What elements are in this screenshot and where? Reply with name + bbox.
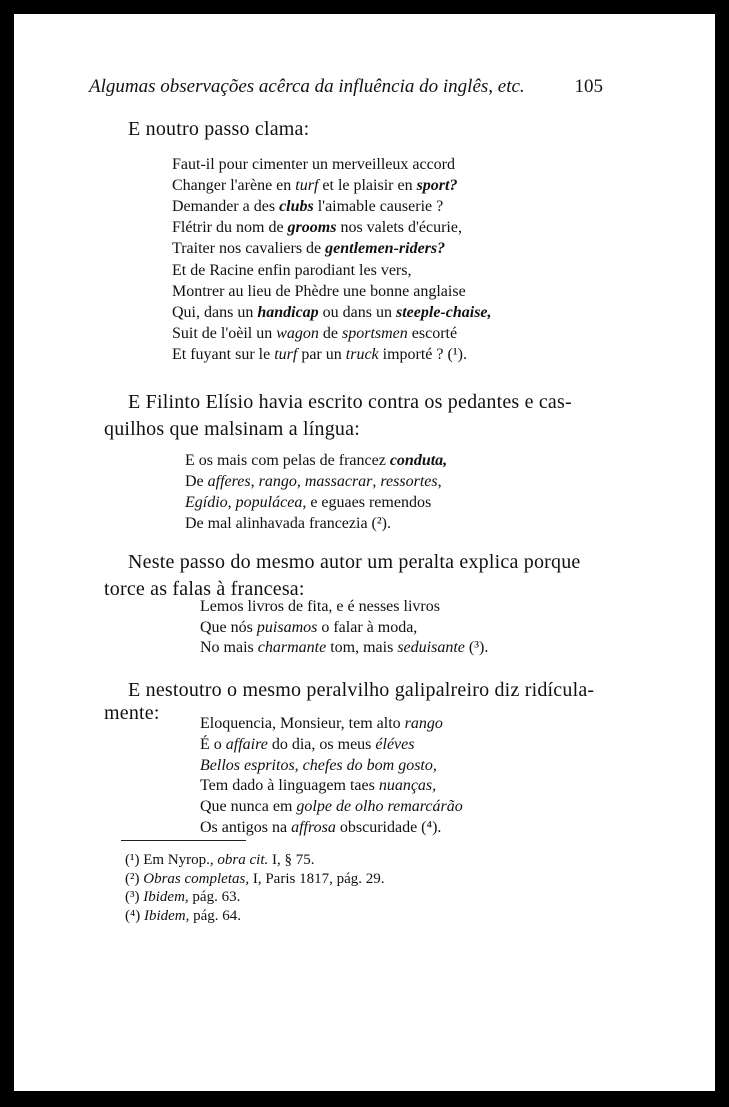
poem1-line: Demander a des clubs l'aimable causerie ? xyxy=(172,198,444,216)
footnotes-line: (²) Obras completas, I, Paris 1817, pág. 29. xyxy=(125,870,385,887)
poem4-line: É o affaire do dia, os meus éléves xyxy=(200,735,415,753)
footnote-rule xyxy=(121,840,246,841)
page-number: 105 xyxy=(574,76,603,97)
footnotes-line: (⁴) Ibidem, pág. 64. xyxy=(125,907,242,924)
poem1-line: Montrer au lieu de Phèdre une bonne anglaise xyxy=(172,282,466,300)
poem1-line: Et fuyant sur le turf par un truck importé ? (¹). xyxy=(172,345,467,363)
poem1-line: Et de Racine enfin parodiant les vers, xyxy=(172,261,412,279)
paragraph-intro-1: E noutro passo clama: xyxy=(128,118,310,140)
footnotes-line: (³) Ibidem, pág. 63. xyxy=(125,889,241,905)
poem3-line: No mais charmante tom, mais seduisante (³). xyxy=(200,639,489,656)
poem2-line: Egídio, populácea, e eguaes remendos xyxy=(185,494,432,511)
book-page xyxy=(14,14,715,1091)
running-header xyxy=(89,76,603,98)
poem4-line: Os antigos na affrosa obscuridade (⁴). xyxy=(200,819,442,836)
paragraph-2-line-1: E Filinto Elísio havia escrito contra os pedantes e cas- xyxy=(128,391,572,413)
poem3-line: Lemos livros de fita, e é nesses livros xyxy=(200,598,440,615)
paragraph-4-line-2: mente: xyxy=(104,702,160,724)
poem2-line: E os mais com pelas de francez conduta, xyxy=(185,452,448,469)
poem4-line: Que nunca em golpe de olho remarcárão xyxy=(200,798,463,816)
paragraph-2-line-2: quilhos que malsinam a língua: xyxy=(104,418,360,440)
poem1-line: Flétrir du nom de grooms nos valets d'écurie, xyxy=(172,219,462,237)
running-title: Algumas observações acêrca da influência do inglês, etc. xyxy=(89,76,525,97)
footnotes-line: (¹) Em Nyrop., obra cit. I, § 75. xyxy=(125,852,315,868)
poem4-line: Eloquencia, Monsieur, tem alto rango xyxy=(200,715,443,732)
poem1-line: Suit de l'oèil un wagon de sportsmen escorté xyxy=(172,324,458,342)
paragraph-3-line-1: Neste passo do mesmo autor um peralta explica porque xyxy=(128,551,581,573)
poem3-line: Que nós puisamos o falar à moda, xyxy=(200,618,418,636)
poem1-line: Faut-il pour cimenter un merveilleux accord xyxy=(172,156,456,173)
poem1-line: Traiter nos cavaliers de gentlemen-riders? xyxy=(172,240,446,258)
poem2-line: De mal alinhavada francezia (²). xyxy=(185,515,392,532)
poem2-line: De afferes, rango, massacrar, ressortes, xyxy=(185,473,442,490)
poem1-line: Qui, dans un handicap ou dans un steeple-chaise, xyxy=(172,303,492,321)
poem4-line: Tem dado à linguagem taes nuanças, xyxy=(200,777,437,795)
poem1-line: Changer l'arène en turf et le plaisir en sport? xyxy=(172,177,458,195)
poem4-line: Bellos espritos, chefes do bom gosto, xyxy=(200,756,437,774)
paragraph-3-line-2: torce as falas à francesa: xyxy=(104,578,305,600)
paragraph-4-line-1: E nestoutro o mesmo peralvilho galipalreiro diz ridícula- xyxy=(128,679,595,701)
